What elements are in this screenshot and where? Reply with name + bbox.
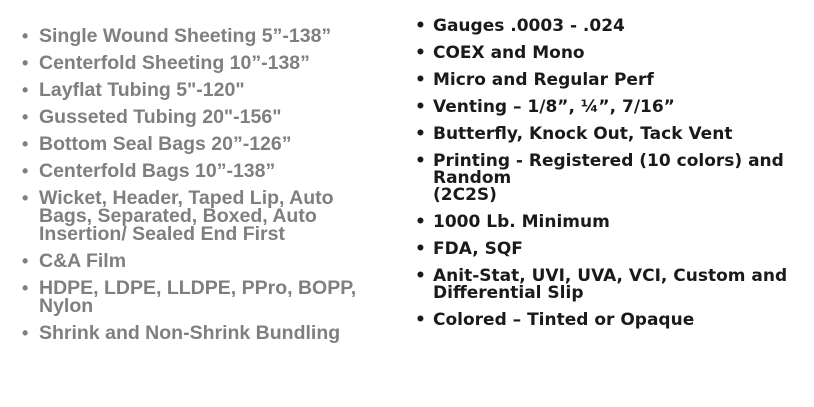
list-item	[22, 81, 382, 99]
bullet-icon: •	[415, 43, 426, 63]
list-item-text: Single Wound Sheeting 5”-138”	[39, 25, 332, 47]
list-item-text: Butterfly, Knock Out, Tack Vent	[433, 124, 733, 144]
list-item-text: FDA, SQF	[433, 239, 523, 259]
list-item	[22, 189, 382, 243]
list-item	[22, 324, 382, 342]
list-item-text: Layflat Tubing 5"-120"	[39, 79, 245, 101]
list-item	[415, 99, 814, 116]
list-item	[415, 241, 814, 258]
bullet-icon: •	[22, 26, 29, 46]
list-item	[415, 312, 814, 329]
bullet-icon: •	[415, 124, 426, 144]
list-item	[22, 279, 382, 315]
bullet-icon: •	[22, 134, 29, 154]
bullet-icon: •	[415, 97, 426, 117]
list-item	[22, 54, 382, 72]
list-item	[415, 153, 814, 204]
list-item	[415, 126, 814, 143]
list-item-text: Micro and Regular Perf	[433, 70, 654, 90]
bullet-icon: •	[22, 188, 29, 208]
list-item	[22, 162, 382, 180]
bullet-icon: •	[415, 239, 426, 259]
list-item-text: Gusseted Tubing 20"-156"	[39, 106, 282, 128]
list-item-text: COEX and Mono	[433, 43, 585, 63]
bullet-icon: •	[415, 310, 426, 330]
list-item-text: Venting – 1/8”, ¼”, 7/16”	[433, 97, 675, 117]
list-item	[22, 27, 382, 45]
bullet-icon: •	[415, 212, 426, 232]
bullet-icon: •	[415, 151, 426, 171]
list-item-text: HDPE, LDPE, LLDPE, PPro, BOPP, Nylon	[39, 277, 357, 317]
list-item-text: Printing - Registered (10 colors) and Random (2C2S)	[433, 151, 784, 205]
bullet-icon: •	[415, 70, 426, 90]
list-item-text: Colored – Tinted or Opaque	[433, 310, 695, 330]
list-item-text: C&A Film	[39, 250, 127, 272]
list-item-text: Gauges .0003 - .024	[433, 16, 625, 36]
list-item-text: 1000 Lb. Minimum	[433, 212, 610, 232]
list-item-text: Anit-Stat, UVI, UVA, VCI, Custom and Differential Slip	[433, 266, 788, 303]
list-item	[22, 108, 382, 126]
list-item	[415, 45, 814, 62]
bullet-icon: •	[22, 80, 29, 100]
list-item	[22, 252, 382, 270]
product-list-right	[415, 18, 814, 339]
bullet-icon: •	[22, 161, 29, 181]
bullet-icon: •	[415, 266, 426, 286]
bullet-icon: •	[415, 16, 426, 36]
bullet-icon: •	[22, 251, 29, 271]
list-item-text: Wicket, Header, Taped Lip, Auto Bags, Separated, Boxed, Auto Insertion/ Sealed End First	[39, 187, 334, 245]
list-item-text: Centerfold Sheeting 10”-138”	[39, 52, 310, 74]
bullet-icon: •	[22, 278, 29, 298]
list-item	[415, 214, 814, 231]
list-item	[415, 268, 814, 302]
bullet-icon: •	[22, 107, 29, 127]
bullet-icon: •	[22, 53, 29, 73]
list-item	[22, 135, 382, 153]
bullet-icon: •	[22, 323, 29, 343]
list-item	[415, 72, 814, 89]
list-item-text: Centerfold Bags 10”-138”	[39, 160, 276, 182]
list-item	[415, 18, 814, 35]
list-item-text: Bottom Seal Bags 20”-126”	[39, 133, 292, 155]
product-list-left	[22, 27, 382, 351]
list-item-text: Shrink and Non-Shrink Bundling	[39, 322, 341, 344]
